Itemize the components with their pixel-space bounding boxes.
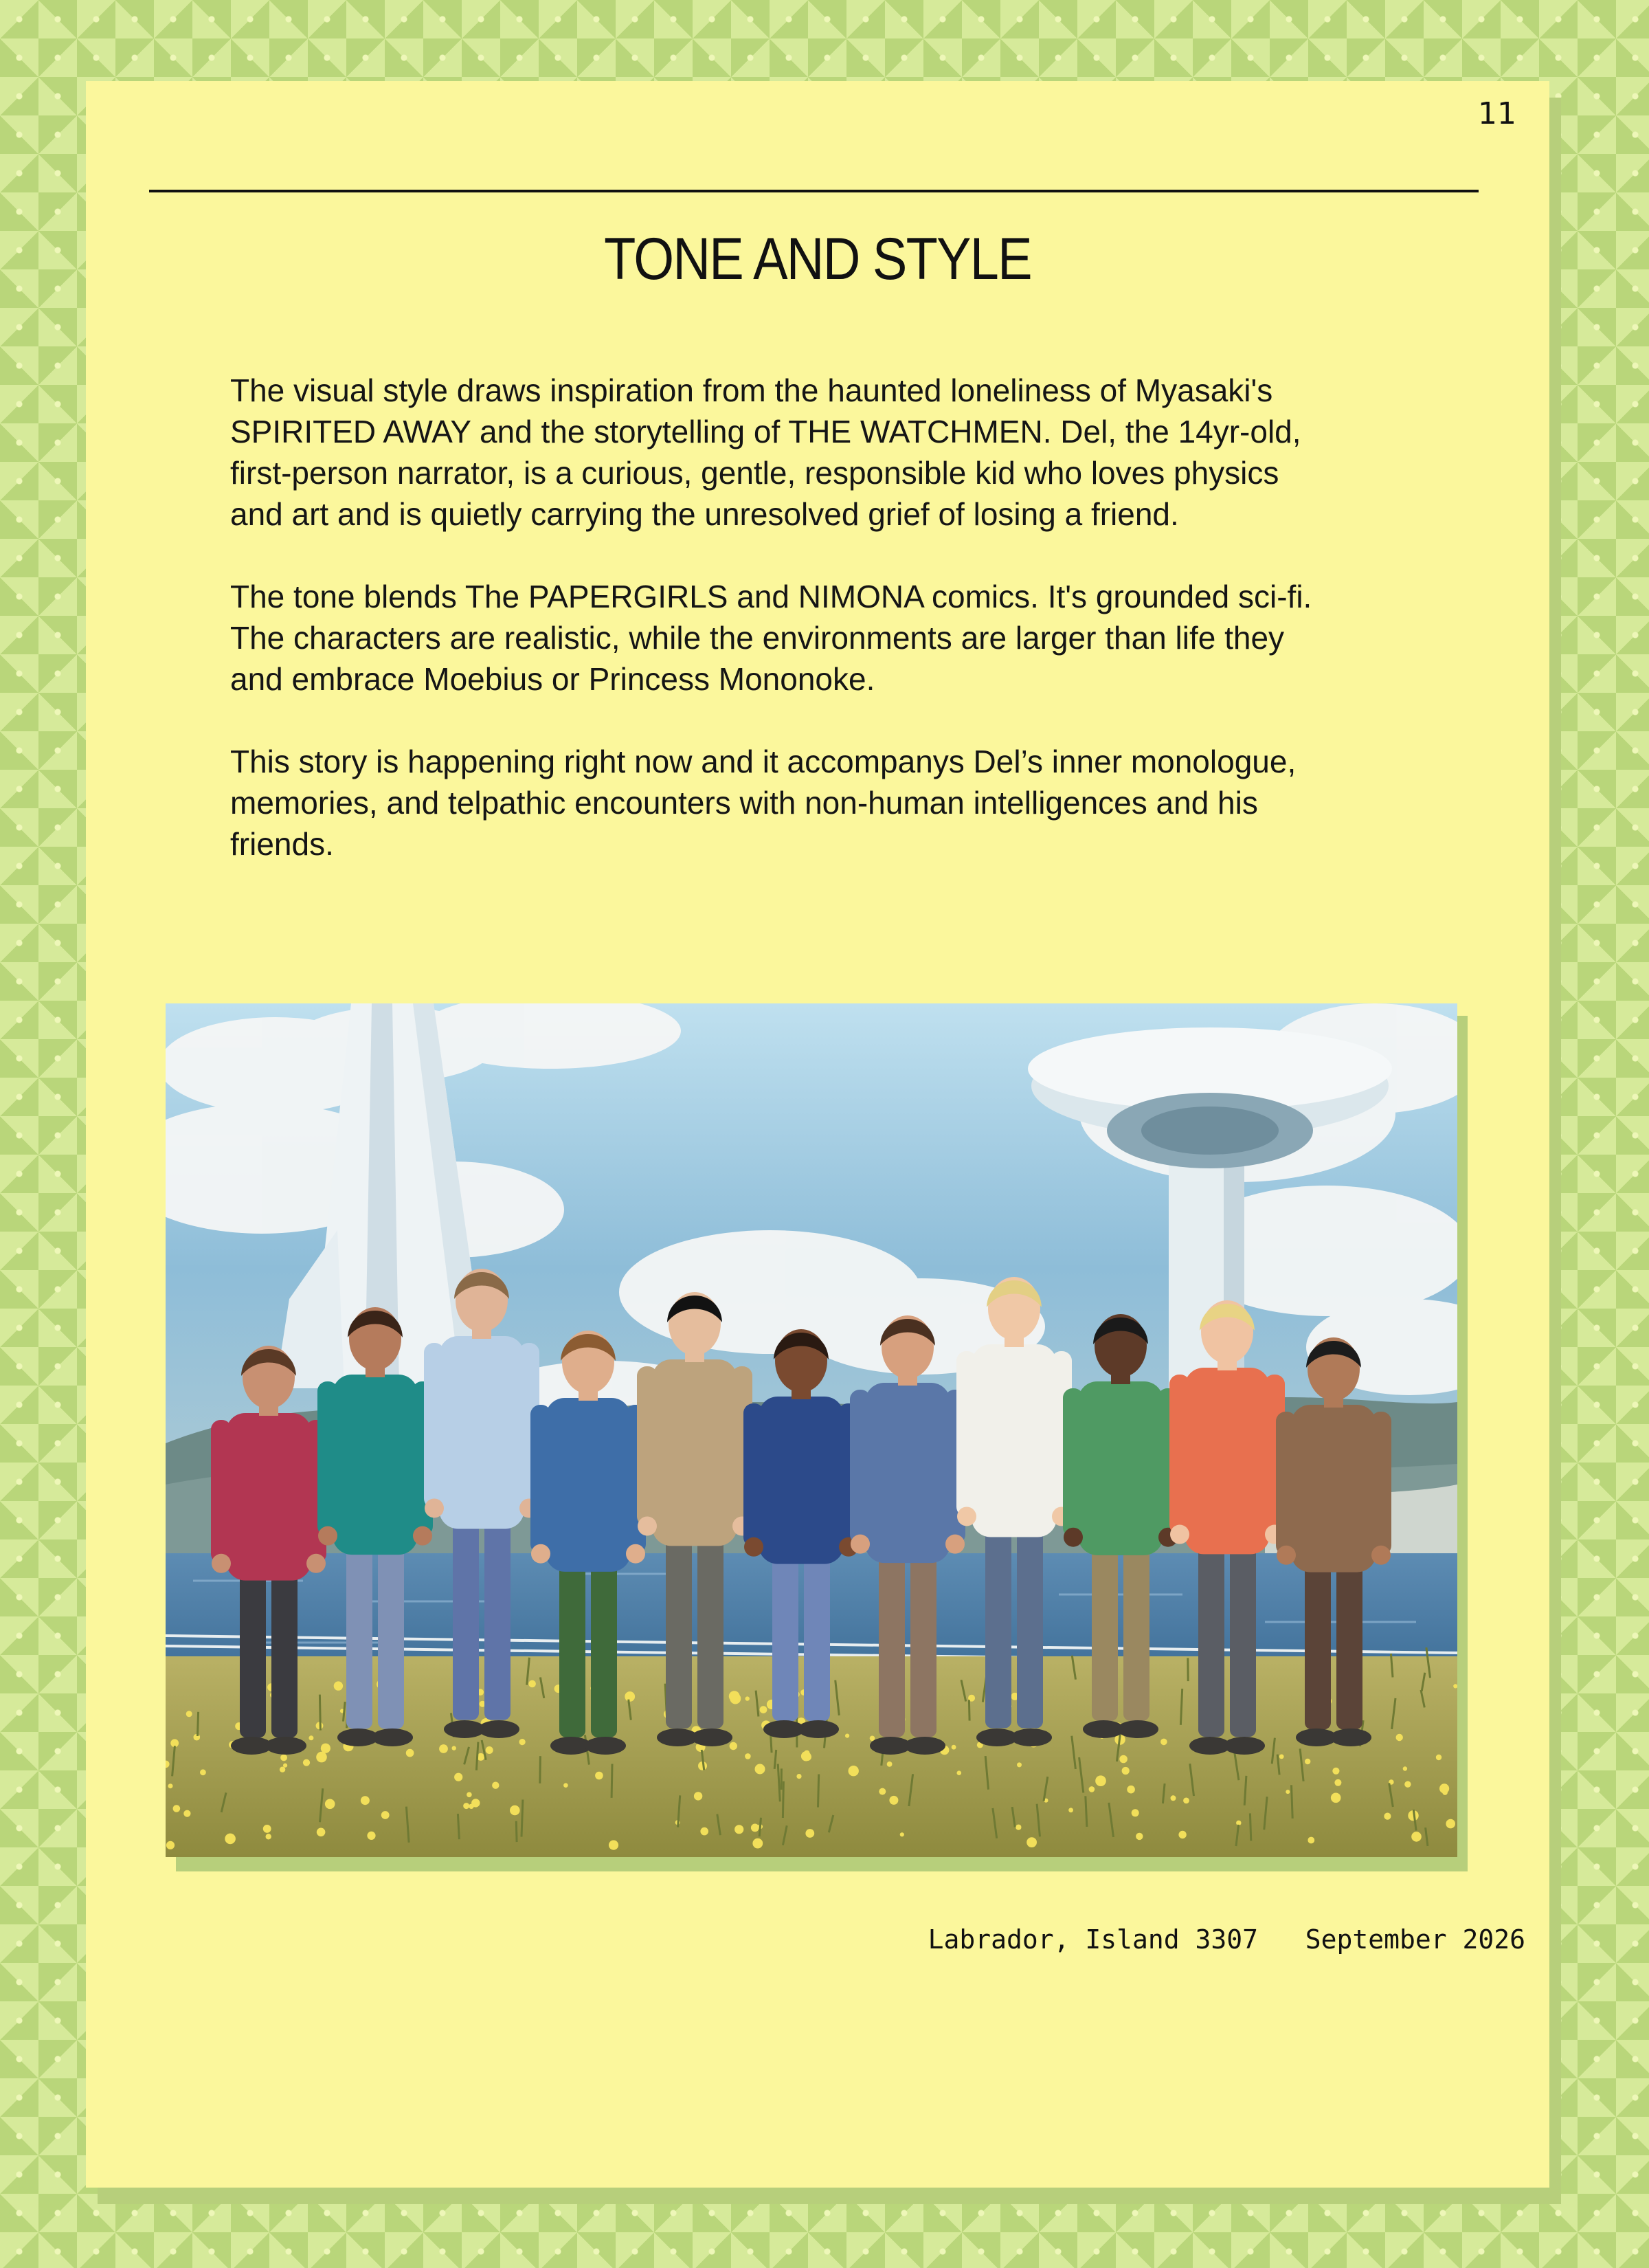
wildflower	[694, 1792, 702, 1800]
wildflower	[200, 1769, 206, 1775]
character-arm	[1371, 1412, 1391, 1555]
illustration-scene	[166, 1003, 1457, 1857]
character-torso	[972, 1344, 1057, 1537]
wildflower	[1334, 1779, 1341, 1786]
character-arm	[211, 1420, 232, 1564]
character-leg	[879, 1539, 905, 1737]
grass-blade	[540, 1756, 541, 1783]
wildflower	[225, 1834, 236, 1845]
character-leg	[1092, 1531, 1118, 1721]
character-leg	[772, 1538, 798, 1722]
wildflower	[283, 1764, 287, 1768]
wildflower	[1127, 1786, 1135, 1794]
wildflower	[467, 1792, 472, 1798]
character-leg	[346, 1531, 372, 1728]
character-shoe	[798, 1720, 839, 1738]
grass-blade	[521, 1800, 523, 1837]
wildflower	[166, 1841, 175, 1849]
character-leg	[1305, 1546, 1331, 1730]
character-shoe	[1330, 1728, 1371, 1746]
grass-blade	[818, 1775, 819, 1808]
wildflower	[870, 1736, 875, 1742]
character-torso	[865, 1383, 950, 1563]
wildflower	[280, 1767, 285, 1772]
character-hand	[638, 1517, 657, 1536]
wildflower	[303, 1759, 310, 1766]
character-leg	[559, 1547, 585, 1737]
character-torso	[226, 1413, 311, 1581]
wildflower	[454, 1773, 462, 1781]
character-hand	[306, 1554, 326, 1573]
character-torso	[1078, 1381, 1163, 1555]
character-torso	[759, 1397, 844, 1564]
character-hand	[1277, 1546, 1296, 1565]
paragraph-tone: The tone blends The PAPERGIRLS and NIMONA comics. It's grounded sci-fi. The characters are realistic, while the environments are larger than life they and embrace Moebius or Princess Mononoke.	[230, 579, 1312, 697]
wildflower	[1384, 1813, 1391, 1820]
wildflower	[325, 1799, 335, 1810]
character-hand	[1170, 1525, 1189, 1544]
wildflower	[751, 1824, 759, 1832]
wildflower	[1411, 1832, 1422, 1842]
body-text	[230, 370, 1508, 906]
character-leg	[697, 1524, 723, 1728]
character-shoe	[1224, 1737, 1265, 1755]
character-arm	[850, 1390, 871, 1544]
grass-blade	[1292, 1785, 1293, 1819]
wildflower	[263, 1825, 271, 1833]
character-shoe	[1011, 1728, 1052, 1746]
page-number: 11	[1478, 96, 1516, 131]
character-torso	[652, 1359, 737, 1546]
wildflower	[367, 1832, 375, 1840]
character-leg	[240, 1555, 266, 1738]
wildflower	[361, 1796, 370, 1805]
wildflower	[1119, 1755, 1128, 1764]
wildflower	[1403, 1766, 1407, 1770]
paragraph-story: This story is happening right now and it accompanys Del’s inner monologue, memories, and telpathic encounters with non-human intelligences and his friends.	[230, 744, 1297, 862]
wildflower	[1183, 1798, 1189, 1804]
character-arm	[1063, 1388, 1084, 1537]
character-shoe	[691, 1728, 732, 1746]
character-hand	[851, 1535, 870, 1554]
wildflower	[1136, 1833, 1143, 1840]
wildflower	[1017, 1762, 1022, 1767]
wildflower	[734, 1825, 743, 1834]
character-leg	[1123, 1531, 1149, 1721]
wildflower	[887, 1761, 893, 1767]
wildflower	[700, 1827, 708, 1836]
wildflower	[1436, 1755, 1442, 1760]
wildflower	[1308, 1837, 1314, 1844]
wildflower	[796, 1774, 801, 1779]
grass-blade	[319, 1695, 320, 1731]
wildflower	[1442, 1790, 1448, 1795]
header-rule	[149, 190, 1479, 192]
character-hand	[413, 1526, 432, 1546]
wildflower	[1404, 1781, 1411, 1788]
character-hand	[212, 1554, 231, 1573]
wildflower	[745, 1753, 751, 1759]
wildflower	[1132, 1809, 1139, 1816]
wildflower	[486, 1746, 493, 1754]
wildflower	[492, 1782, 499, 1789]
character-torso	[546, 1398, 631, 1572]
wildflower	[760, 1706, 767, 1713]
character-hand	[945, 1535, 965, 1554]
wildflower	[510, 1805, 520, 1816]
wildflower	[752, 1838, 763, 1849]
wildflower	[625, 1691, 635, 1702]
character-leg	[804, 1538, 830, 1722]
character-leg	[1336, 1546, 1362, 1730]
wildflower	[280, 1755, 287, 1761]
character-arm	[530, 1405, 551, 1554]
wildflower	[519, 1739, 526, 1745]
wildflower	[849, 1766, 859, 1776]
character-shoe	[1117, 1720, 1158, 1738]
wildflower	[957, 1770, 962, 1775]
character-arm	[637, 1366, 658, 1526]
character-hand	[626, 1544, 645, 1564]
wildflower	[168, 1783, 173, 1788]
character-arm	[317, 1381, 338, 1536]
character-shoe	[478, 1720, 519, 1738]
wildflower	[729, 1691, 740, 1702]
character-leg	[1017, 1517, 1043, 1728]
character-shoe	[904, 1737, 945, 1755]
wildflower	[309, 1735, 313, 1740]
character-torso	[1185, 1368, 1270, 1554]
page-title: TONE AND STYLE	[604, 226, 1031, 292]
wildflower	[745, 1696, 750, 1700]
wildflower	[471, 1799, 480, 1807]
character-hand	[957, 1507, 976, 1526]
character-leg	[484, 1509, 511, 1720]
wildflower	[1396, 1734, 1403, 1741]
character-arm	[424, 1343, 445, 1508]
character-leg	[666, 1524, 692, 1728]
character-leg	[591, 1547, 617, 1737]
wildflower	[439, 1744, 448, 1753]
wildflower	[406, 1749, 414, 1757]
wildflower	[381, 1811, 390, 1819]
wildflower	[463, 1803, 469, 1809]
wildflower	[900, 1832, 904, 1836]
wildflower	[1016, 1825, 1021, 1830]
wildflower	[755, 1764, 765, 1775]
wildflower	[804, 1753, 811, 1761]
character-leg	[1198, 1533, 1224, 1737]
wildflower	[805, 1829, 814, 1838]
grass-blade	[198, 1712, 199, 1736]
wildflower	[183, 1810, 190, 1817]
wildflower	[1095, 1775, 1106, 1786]
character-arm	[956, 1351, 977, 1516]
wildflower	[730, 1742, 737, 1750]
character-shoe	[372, 1728, 413, 1746]
character-arm	[743, 1403, 764, 1547]
wildflower	[1178, 1831, 1186, 1838]
wildflower	[173, 1805, 181, 1812]
wildflower	[1331, 1793, 1341, 1803]
wildflower	[1446, 1819, 1455, 1829]
character-leg	[378, 1531, 404, 1728]
character-leg	[453, 1509, 479, 1720]
grass-blade	[1086, 1796, 1087, 1827]
character-hand	[318, 1526, 337, 1546]
character-torso	[333, 1375, 418, 1555]
wildflower	[528, 1680, 536, 1688]
wildflower	[889, 1796, 898, 1805]
paragraph-visual-style: The visual style draws inspiration from the haunted loneliness of Myasaki's SPIRITED AWAY and the storytelling of THE WATCHMEN. Del, the 14yr-old, first-person narrator, is a curious, gentle, responsible kid who loves physics and art and is quietly carrying the unresolved grief of losing a friend.	[230, 373, 1301, 532]
wildflower	[563, 1783, 568, 1788]
character-hand	[1371, 1546, 1391, 1565]
wildflower	[1171, 1795, 1176, 1801]
character-torso	[439, 1336, 524, 1529]
wildflower	[1068, 1808, 1073, 1812]
wildflower	[1286, 1790, 1290, 1794]
character-hand	[531, 1544, 550, 1564]
wildflower	[266, 1834, 271, 1839]
wildflower	[609, 1841, 618, 1850]
wildflower	[1305, 1759, 1310, 1764]
wildflower	[845, 1734, 849, 1738]
character-lineup-illustration	[166, 1003, 1457, 1857]
grass-blade	[516, 1821, 517, 1842]
wildflower	[1122, 1767, 1130, 1775]
wildflower	[952, 1745, 956, 1750]
wildflower	[317, 1828, 326, 1837]
character-hand	[744, 1537, 763, 1557]
character-arm	[1276, 1412, 1297, 1555]
wildflower	[186, 1711, 192, 1717]
character-torso	[1291, 1405, 1376, 1572]
wildflower	[452, 1746, 456, 1750]
location-date-caption: Labrador, Island 3307 September 2026	[928, 1924, 1525, 1955]
wildflower	[321, 1744, 330, 1753]
character-leg	[985, 1517, 1011, 1728]
character-shoe	[265, 1737, 306, 1755]
character-leg	[271, 1555, 298, 1738]
character-shoe	[585, 1737, 626, 1755]
character-hand	[425, 1498, 444, 1517]
wildflower	[1027, 1837, 1037, 1847]
wildflower	[1279, 1755, 1284, 1759]
grass-blade	[458, 1814, 459, 1839]
wildflower	[1332, 1768, 1339, 1775]
wildflower	[1089, 1786, 1095, 1792]
character-leg	[910, 1539, 936, 1737]
wildflower	[1160, 1739, 1167, 1746]
wildflower	[316, 1752, 327, 1763]
wildflower	[595, 1772, 603, 1780]
wildflower	[334, 1681, 343, 1690]
wildflower	[879, 1788, 886, 1795]
character-arm	[1169, 1375, 1190, 1535]
character-leg	[1230, 1533, 1256, 1737]
character-hand	[1064, 1528, 1083, 1547]
